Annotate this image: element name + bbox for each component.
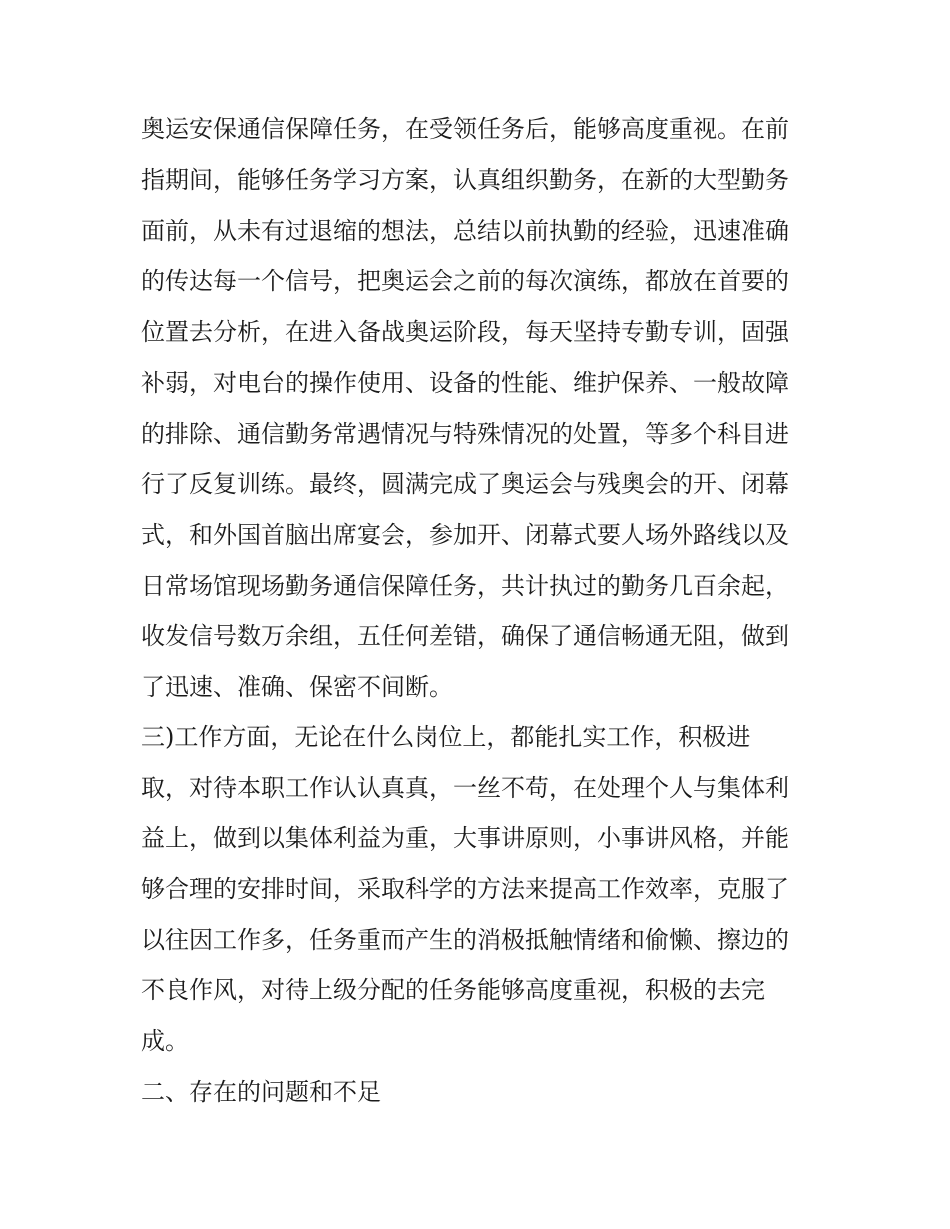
text-line: 奥运安保通信保障任务，在受领任务后，能够高度重视。在前 — [141, 115, 789, 143]
text-line: 收发信号数万余组，五任何差错，确保了通信畅通无阻，做到 — [141, 622, 789, 650]
text-line: 补弱，对电台的操作使用、设备的性能、维护保养、一般故障 — [141, 369, 789, 397]
text-line: 够合理的安排时间，采取科学的方法来提高工作效率，克服了 — [141, 875, 789, 903]
text-line: 不良作风，对待上级分配的任务能够高度重视，积极的去完 — [141, 976, 765, 1004]
text-line: 取，对待本职工作认认真真，一丝不苟，在处理个人与集体利 — [141, 774, 789, 802]
text-line: 的传达每一个信号，把奥运会之前的每次演练，都放在首要的 — [141, 267, 789, 295]
text-line: 了迅速、准确、保密不间断。 — [141, 673, 453, 701]
text-line: 以往因工作多，任务重而产生的消极抵触情绪和偷懒、擦边的 — [141, 926, 789, 954]
text-line: 行了反复训练。最终，圆满完成了奥运会与残奥会的开、闭幕 — [141, 470, 789, 498]
text-line: 位置去分析，在进入备战奥运阶段，每天坚持专勤专训，固强 — [141, 318, 789, 346]
text-line: 指期间，能够任务学习方案，认真组织勤务，在新的大型勤务 — [141, 166, 789, 194]
section-heading: 二、存在的问题和不足 — [141, 1078, 381, 1106]
text-line: 的排除、通信勤务常遇情况与特殊情况的处置，等多个科目进 — [141, 420, 789, 448]
section-paragraph-start: 三)工作方面，无论在什么岗位上，都能扎实工作，积极进 — [141, 723, 751, 751]
text-line: 日常场馆现场勤务通信保障任务，共计执过的勤务几百余起， — [141, 572, 789, 600]
text-line: 益上，做到以集体利益为重，大事讲原则，小事讲风格，并能 — [141, 824, 789, 852]
text-line: 式，和外国首脑出席宴会，参加开、闭幕式要人场外路线以及 — [141, 521, 789, 549]
text-line: 面前，从未有过退缩的想法，总结以前执勤的经验，迅速准确 — [141, 217, 789, 245]
text-line: 成。 — [141, 1027, 189, 1055]
